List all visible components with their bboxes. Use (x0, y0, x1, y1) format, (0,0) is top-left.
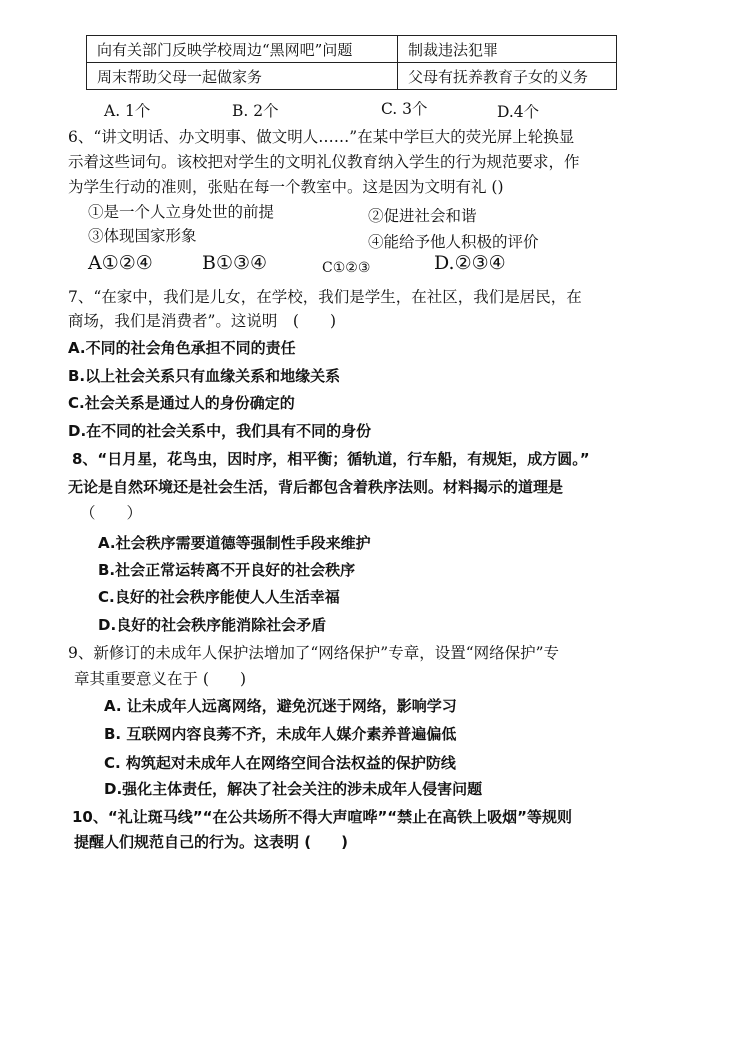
q9-option-b: B. 互联网内容良莠不齐，未成年人媒介素养普遍偏低 (104, 725, 457, 743)
q7-option-a: A.不同的社会角色承担不同的责任 (68, 339, 296, 357)
q6-statement: ④能给予他人积极的评价 (368, 233, 539, 251)
q8-option-c: C.良好的社会秩序能使人人生活幸福 (98, 588, 340, 606)
q5-option-a: A. 1个 (104, 102, 151, 120)
q9-option-c: C. 构筑起对未成年人在网络空间合法权益的保护防线 (104, 754, 456, 772)
q8-stem-line: （ ） (80, 504, 143, 522)
q9-stem-line: 9、新修订的未成年人保护法增加了“网络保护”专章，设置“网络保护”专 (68, 644, 560, 662)
q6-statement: ①是一个人立身处世的前提 (88, 203, 275, 221)
q6-stem-line: 6、“讲文明话、办文明事、做文明人……”在某中学巨大的荧光屏上轮换显 (68, 128, 575, 146)
table-cell: 周末帮助父母一起做家务 (87, 63, 398, 90)
q6-option-a: A①②④ (88, 252, 153, 274)
q10-stem-line: 提醒人们规范自己的行为。这表明 ( ) (74, 833, 348, 851)
q5-option-b: B. 2个 (232, 102, 279, 120)
table-row (87, 36, 617, 63)
q6-option-d: D.②③④ (434, 252, 506, 274)
q7-stem-line: 7、“在家中，我们是儿女，在学校，我们是学生，在社区，我们是居民，在 (68, 288, 582, 306)
q5-option-d: D.4个 (497, 103, 540, 121)
table-cell: 父母有抚养教育子女的义务 (398, 63, 617, 90)
answer-table (86, 35, 617, 90)
q9-option-d: D.强化主体责任，解决了社会关注的涉未成年人侵害问题 (104, 780, 483, 798)
q8-option-a: A.社会秩序需要道德等强制性手段来维护 (98, 534, 371, 552)
q6-statement: ③体现国家形象 (88, 227, 197, 245)
q7-option-c: C.社会关系是通过人的身份确定的 (68, 394, 295, 412)
q8-stem-line: 无论是自然环境还是社会生活，背后都包含着秩序法则。材料揭示的道理是 (68, 478, 564, 496)
q6-statement: ②促进社会和谐 (368, 207, 477, 225)
table-row (87, 63, 617, 90)
q6-option-b: B①③④ (202, 252, 268, 274)
q7-option-b: B.以上社会关系只有血缘关系和地缘关系 (68, 367, 341, 385)
q8-stem-line: 8、“日月星，花鸟虫，因时序，相平衡；循轨道，行车船，有规矩，成方圆。” (72, 450, 590, 468)
q7-stem-line: 商场，我们是消费者”。这说明 ( ) (68, 312, 337, 330)
q10-stem-line: 10、“礼让斑马线”“在公共场所不得大声喧哗”“禁止在高铁上吸烟”等规则 (72, 808, 573, 826)
table-cell: 向有关部门反映学校周边“黑网吧”问题 (87, 36, 398, 63)
q6-option-c: C①②③ (322, 260, 371, 276)
q7-option-d: D.在不同的社会关系中，我们具有不同的身份 (68, 422, 372, 440)
q6-stem-line: 示着这些词句。该校把对学生的文明礼仪教育纳入学生的行为规范要求，作 (68, 153, 580, 171)
q5-option-c: C. 3个 (381, 100, 428, 118)
table-cell: 制裁违法犯罪 (398, 36, 617, 63)
q8-option-b: B.社会正常运转离不开良好的社会秩序 (98, 561, 356, 579)
q6-stem-line: 为学生行动的准则，张贴在每一个教室中。这是因为文明有礼 () (68, 178, 504, 196)
q9-stem-line: 章其重要意义在于 ( ) (74, 670, 247, 688)
q9-option-a: A. 让未成年人远离网络，避免沉迷于网络，影响学习 (104, 697, 457, 715)
q8-option-d: D.良好的社会秩序能消除社会矛盾 (98, 616, 327, 634)
